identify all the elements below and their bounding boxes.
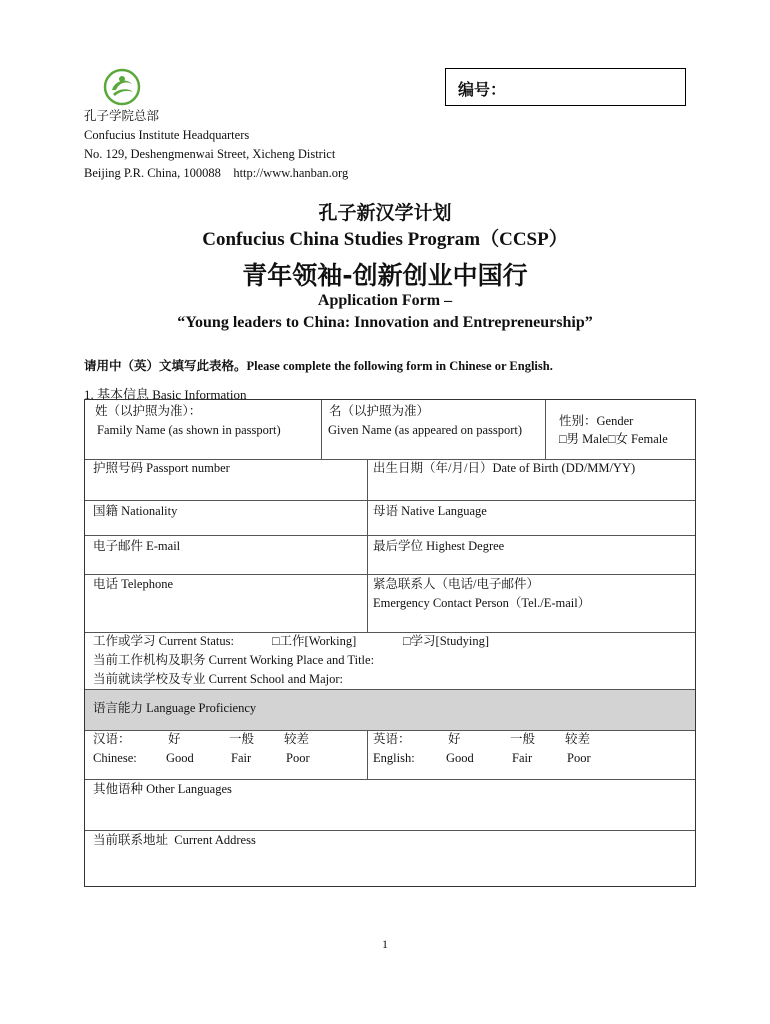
chinese-good-cn[interactable]: 好	[168, 732, 181, 746]
serial-number-box[interactable]	[445, 68, 686, 106]
chinese-poor-cn[interactable]: 较差	[284, 732, 310, 746]
row-divider	[85, 500, 695, 501]
program-title-cn: 孔子新汉学计划	[318, 203, 452, 224]
col-divider	[367, 730, 368, 779]
working-place-label: 当前工作机构及职务 Current Working Place and Title:	[93, 653, 375, 667]
family-name-label-en: Family Name (as shown in passport)	[97, 423, 281, 437]
col-divider	[321, 400, 322, 459]
page-number: 1	[382, 937, 388, 951]
current-status-label: 工作或学习 Current Status:	[93, 634, 234, 648]
emergency-contact-label-cn: 紧急联系人（电话/电子邮件）	[373, 577, 539, 591]
org-name-en: Confucius Institute Headquarters	[84, 128, 250, 142]
form-title-en: Application Form –	[317, 292, 453, 309]
highest-degree-label: 最后学位 Highest Degree	[373, 539, 505, 553]
org-address-line1: No. 129, Deshengmenwai Street, Xicheng District	[84, 147, 336, 161]
chinese-fair-en[interactable]: Fair	[231, 751, 252, 765]
english-poor-en[interactable]: Poor	[567, 751, 591, 765]
date-of-birth-label: 出生日期（年/月/日）Date of Birth (DD/MM/YY)	[373, 461, 636, 475]
chinese-label-en: Chinese:	[93, 751, 137, 765]
form-instruction: 请用中（英）文填写此表格。Please complete the following form in Chinese or English.	[84, 359, 553, 373]
row-divider	[85, 689, 695, 690]
english-label-cn: 英语：	[373, 732, 411, 746]
program-title-en: Confucius China Studies Program（CCSP）	[202, 229, 568, 250]
col-divider	[545, 400, 546, 459]
confucius-institute-logo	[103, 68, 141, 106]
row-divider	[85, 535, 695, 536]
telephone-label: 电话 Telephone	[93, 577, 174, 591]
basic-information-form	[84, 399, 696, 887]
family-name-label-cn: 姓（以护照为准）：	[95, 404, 202, 418]
theme-title-cn: 青年领袖-创新创业中国行	[242, 261, 528, 290]
english-label-en: English:	[373, 751, 415, 765]
native-language-label: 母语 Native Language	[373, 504, 487, 518]
emergency-contact-label-en: Emergency Contact Person（Tel./E-mail）	[373, 596, 591, 610]
english-fair-en[interactable]: Fair	[512, 751, 533, 765]
other-languages-label: 其他语种 Other Languages	[93, 782, 232, 796]
chinese-poor-en[interactable]: Poor	[286, 751, 310, 765]
org-address-line2: Beijing P.R. China, 100088 http://www.hanban.org	[84, 166, 349, 180]
section-heading: 1. 基本信息 Basic Information	[84, 387, 247, 402]
theme-title-en: “Young leaders to China: Innovation and Entrepreneurship”	[177, 314, 593, 331]
serial-number-label: 编号：	[458, 82, 507, 99]
chinese-fair-cn[interactable]: 一般	[229, 732, 255, 746]
english-good-en[interactable]: Good	[446, 751, 474, 765]
org-name-cn: 孔子学院总部	[84, 109, 160, 123]
language-proficiency-heading: 语言能力 Language Proficiency	[93, 701, 257, 715]
gender-options[interactable]	[559, 430, 668, 449]
given-name-label-en: Given Name (as appeared on passport)	[328, 423, 523, 437]
nationality-label: 国籍 Nationality	[93, 504, 178, 518]
english-poor-cn[interactable]: 较差	[565, 732, 591, 746]
col-divider	[367, 459, 368, 632]
school-major-label: 当前就读学校及专业 Current School and Major:	[93, 672, 343, 686]
status-studying-checkbox[interactable]: □学习[Studying]	[403, 634, 490, 648]
gender-female-option[interactable]: □女 Female	[607, 432, 668, 446]
email-label: 电子邮件 E-mail	[93, 539, 181, 553]
gender-male-option[interactable]: □男 Male	[559, 432, 608, 446]
gender-label: 性别：Gender	[559, 414, 634, 428]
status-working-checkbox[interactable]: □工作[Working]	[272, 634, 357, 648]
current-address-label: 当前联系地址 Current Address	[93, 833, 256, 847]
chinese-label-cn: 汉语：	[93, 732, 131, 746]
english-good-cn[interactable]: 好	[448, 732, 461, 746]
english-fair-cn[interactable]: 一般	[510, 732, 536, 746]
passport-number-label: 护照号码 Passport number	[93, 461, 230, 475]
chinese-good-en[interactable]: Good	[166, 751, 194, 765]
given-name-label-cn: 名（以护照为准）	[329, 404, 430, 418]
